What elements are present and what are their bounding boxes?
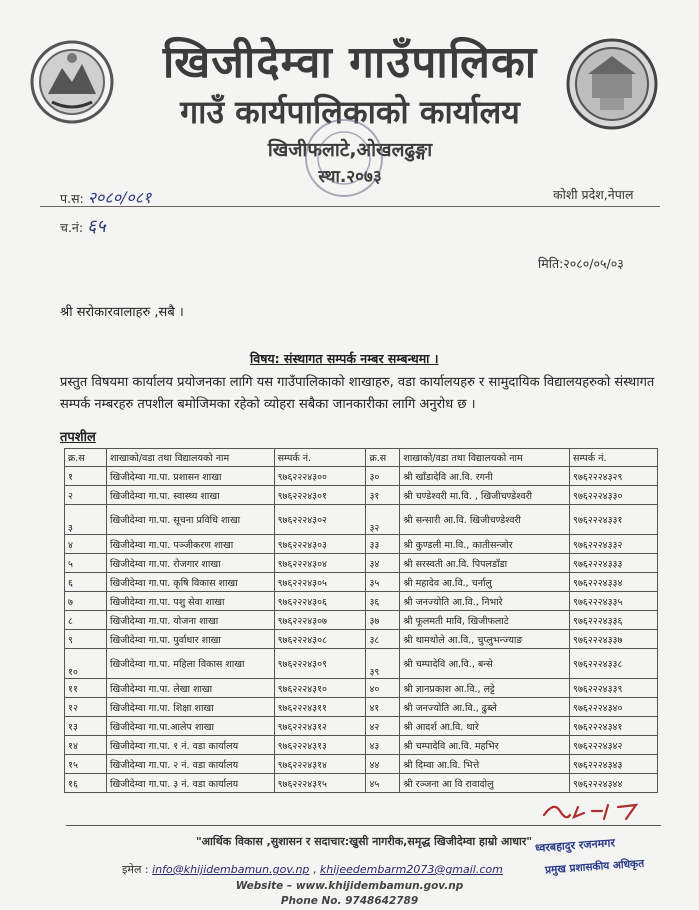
header-divider	[40, 206, 660, 207]
established-year: स्था.२०७३	[318, 167, 382, 187]
header-sn-left: क्र.स	[65, 449, 107, 467]
signatory-name-stamp: ध्वरबहादुर रजनमगर	[534, 836, 616, 855]
row-contact-left: ९७६२२२४३१५	[274, 774, 366, 793]
row-sn-right: ४५	[366, 774, 400, 793]
table-row	[65, 630, 658, 649]
row-sn-left: १४	[65, 736, 107, 755]
table-row	[65, 505, 658, 535]
office-location: खिजीफलाटे,ओखलढुङ्गा	[267, 139, 433, 161]
row-contact-right: ९७६२२२४३४१	[570, 717, 658, 736]
fiscal-year-line	[60, 186, 151, 208]
row-sn-left: २	[65, 486, 107, 505]
row-name-right: श्री कुण्डली मा.वि., कातीसन्जोर	[400, 535, 570, 554]
signatory-title-stamp: प्रमुख प्रशासकीय अधिकृत	[544, 857, 645, 877]
dispatch-number: ६५	[87, 216, 106, 237]
row-name-left: खिजीदेम्वा गा.पा. पुर्वाधार शाखा	[106, 630, 274, 649]
row-sn-left: १५	[65, 755, 107, 774]
row-name-left: खिजीदेम्वा गा.पा. योजना शाखा	[106, 611, 274, 630]
row-name-left: खिजीदेम्वा गा.पा. शिक्षा शाखा	[106, 698, 274, 717]
row-sn-right: ३८	[366, 630, 400, 649]
row-name-left: खिजीदेम्वा गा.पा.आलेप शाखा	[106, 717, 274, 736]
contact-table	[64, 448, 658, 793]
row-sn-left: १०	[65, 649, 107, 679]
row-name-left: खिजीदेम्वा गा.पा. प्रशासन शाखा	[106, 467, 274, 486]
row-sn-right: ३१	[366, 486, 400, 505]
row-name-right: श्री जनज्योति आ.वि., निभारे	[400, 592, 570, 611]
row-sn-right: ३४	[366, 554, 400, 573]
dispatch-label: च.नं:	[60, 220, 84, 235]
table-row	[65, 535, 658, 554]
row-contact-right: ९७६२२२४३३२	[570, 535, 658, 554]
footer-motto: "आर्थिक विकास ,सुशासन र सदाचार:खुसी नागरीक,समृद्ध खिजीदेम्वा हाम्रो आधार"	[195, 835, 533, 848]
email-label: इमेल :	[122, 863, 149, 876]
date-value: २०८०/०५/०३	[563, 256, 624, 271]
row-sn-right: ३०	[366, 467, 400, 486]
row-sn-right: ३२	[366, 505, 400, 535]
row-contact-right: ९७६२२२४३३१	[570, 505, 658, 535]
row-sn-right: ४३	[366, 736, 400, 755]
row-name-right: श्री महादेव आ.वि., चर्नालु	[400, 573, 570, 592]
row-name-right: श्री सरस्वती आ.वि. पिपलडाँडा	[400, 554, 570, 573]
row-name-right: श्री जनज्योति आ.वि., ढुब्ले	[400, 698, 570, 717]
row-name-right: श्री ज्ञानप्रकाश आ.वि., लट्टे	[400, 679, 570, 698]
row-sn-right: ३७	[366, 611, 400, 630]
row-name-left: खिजीदेम्वा गा.पा. पशु सेवा शाखा	[106, 592, 274, 611]
row-sn-right: ४४	[366, 755, 400, 774]
row-sn-right: ३५	[366, 573, 400, 592]
header-name-left: शाखाको/वडा तथा विद्यालयको नाम	[106, 449, 274, 467]
row-contact-left: ९७६२२२४३११	[274, 698, 366, 717]
row-contact-left: ९७६२२२४३०५	[274, 573, 366, 592]
table-row	[65, 736, 658, 755]
letter-date	[538, 255, 624, 272]
org-name: खिजीदेम्वा गाउँपालिका	[162, 37, 538, 88]
row-name-left: खिजीदेम्वा गा.पा. स्वास्थ्य शाखा	[106, 486, 274, 505]
header-contact-right: सम्पर्क नं.	[570, 449, 658, 467]
row-contact-left: ९७६२२२४३०८	[274, 630, 366, 649]
row-sn-left: ३	[65, 505, 107, 535]
row-name-right: श्री रञ्जना आ वि रावादोलु	[400, 774, 570, 793]
row-contact-right: ९७६२२२४३३४	[570, 573, 658, 592]
table-row	[65, 467, 658, 486]
row-sn-right: ४२	[366, 717, 400, 736]
row-sn-left: ७	[65, 592, 107, 611]
row-contact-left: ९७६२२२४३१०	[274, 679, 366, 698]
row-contact-left: ९७६२२२४३०६	[274, 592, 366, 611]
dispatch-line	[60, 214, 106, 238]
row-contact-left: ९७६२२२४३१३	[274, 736, 366, 755]
table-row	[65, 554, 658, 573]
row-name-right: श्री चण्डेश्वरी मा.वि. , खिजीचण्डेश्वरी	[400, 486, 570, 505]
row-sn-left: १३	[65, 717, 107, 736]
table-row	[65, 573, 658, 592]
header-sn-right: क्र.स	[366, 449, 400, 467]
row-contact-left: ९७६२२२४३१४	[274, 755, 366, 774]
email-link-1[interactable]: info@khijidembamun.gov.np	[152, 863, 310, 876]
table-row	[65, 592, 658, 611]
table-row	[65, 649, 658, 679]
row-name-right: श्री चम्पादेवि आ.वि. महभिर	[400, 736, 570, 755]
row-contact-right: ९७६२२२४३३५	[570, 592, 658, 611]
table-row	[65, 486, 658, 505]
row-contact-left: ९७६२२२४३१२	[274, 717, 366, 736]
row-sn-right: ४०	[366, 679, 400, 698]
row-name-left: खिजीदेम्वा गा.पा. कृषि विकास शाखा	[106, 573, 274, 592]
row-sn-left: १२	[65, 698, 107, 717]
details-heading: तपशील	[60, 430, 96, 445]
footer-email-line: इमेल : info@khijidembamun.gov.np , khijeedembarm2073@gmail.com	[122, 863, 503, 876]
office-stamp-icon	[302, 116, 386, 200]
table-row	[65, 717, 658, 736]
row-sn-left: ९	[65, 630, 107, 649]
table-header-row	[65, 449, 658, 467]
footer-website[interactable]: Website – www.khijidembamun.gov.np	[235, 880, 464, 892]
header-contact-left: सम्पर्क नं.	[274, 449, 366, 467]
table-row	[65, 755, 658, 774]
row-sn-left: ४	[65, 535, 107, 554]
row-name-left: खिजीदेम्वा गा.पा. महिला विकास शाखा	[106, 649, 274, 679]
header-name-right: शाखाको/वडा तथा विद्यालयको नाम	[400, 449, 570, 467]
letter-body: प्रस्तुत विषयमा कार्यालय प्रयोजनका लागि यस गाउँपालिकाको शाखाहरु, वडा कार्यालयहरु र सामुदायिक विद्यालयहरुको संस्थागत सम्पर्क नम्बरहरु तपशील बमोजिमका रहेको व्योहरा सबैका जानकारीका लागि अनुरोध छ ।	[60, 375, 655, 412]
row-name-right: श्री थामथोले आ.वि., चुप्लुभन्ज्याङ	[400, 630, 570, 649]
table-row	[65, 679, 658, 698]
row-sn-right: ४१	[366, 698, 400, 717]
subject-line: विषय: संस्थागत सम्पर्क नम्बर सम्बन्धमा ।	[250, 351, 439, 366]
row-contact-left: ९७६२२२४३०९	[274, 649, 366, 679]
fiscal-label: प.स:	[60, 191, 84, 206]
row-name-right: श्री सन्सारी आ.वि. खिजीचण्डेश्वरी	[400, 505, 570, 535]
recipient: श्री सरोकारवालाहरु ,सबै ।	[60, 305, 184, 320]
nepal-emblem-icon	[28, 38, 116, 126]
table-row	[65, 611, 658, 630]
row-name-right: श्री आदर्श आ.वि. थारे	[400, 717, 570, 736]
row-sn-left: १६	[65, 774, 107, 793]
row-name-left: खिजीदेम्वा गा.पा. ३ नं. वडा कार्यालय	[106, 774, 274, 793]
row-sn-left: १	[65, 467, 107, 486]
row-contact-left: ९७६२२२४३०१	[274, 486, 366, 505]
row-sn-left: ११	[65, 679, 107, 698]
row-contact-right: ९७६२२२४३३९	[570, 679, 658, 698]
row-sn-left: ६	[65, 573, 107, 592]
row-contact-right: ९७६२२२४३३६	[570, 611, 658, 630]
row-name-left: खिजीदेम्वा गा.पा. रोजगार शाखा	[106, 554, 274, 573]
row-contact-left: ९७६२२२४३०४	[274, 554, 366, 573]
row-name-left: खिजीदेम्वा गा.पा. लेखा शाखा	[106, 679, 274, 698]
table-row	[65, 774, 658, 793]
row-name-left: खिजीदेम्वा गा.पा. पञ्जीकरण शाखा	[106, 535, 274, 554]
email-link-2[interactable]: khijeedembarm2073@gmail.com	[319, 863, 503, 876]
footer-divider	[66, 825, 661, 826]
row-name-left: खिजीदेम्वा गा.पा. सूचना प्रविधि शाखा	[106, 505, 274, 535]
row-sn-left: ८	[65, 611, 107, 630]
row-contact-right: ९७६२२२४३३८	[570, 649, 658, 679]
row-contact-right: ९७६२२२४३३०	[570, 486, 658, 505]
row-contact-right: ९७६२२२४३३३	[570, 554, 658, 573]
row-contact-left: ९७६२२२४३०३	[274, 535, 366, 554]
row-name-left: खिजीदेम्वा गा.पा. २ नं. वडा कार्यालय	[106, 755, 274, 774]
footer-phone: Phone No. 9748642789	[280, 895, 419, 907]
row-contact-left: ९७६२२२४३०७	[274, 611, 366, 630]
table-row	[65, 698, 658, 717]
row-contact-right: ९७६२२२४३४४	[570, 774, 658, 793]
row-contact-right: ९७६२२२४३४०	[570, 698, 658, 717]
row-contact-right: ९७६२२२४३४२	[570, 736, 658, 755]
province-label: कोशी प्रदेश,नेपाल	[553, 187, 634, 202]
row-contact-left: ९७६२२२४३००	[274, 467, 366, 486]
row-contact-right: ९७६२२२४३४३	[570, 755, 658, 774]
row-name-right: श्री खाँडादेवि आ.वि. रगनी	[400, 467, 570, 486]
row-name-right: श्री चम्पादेवि आ.वि., बन्से	[400, 649, 570, 679]
row-sn-right: ३६	[366, 592, 400, 611]
row-sn-left: ५	[65, 554, 107, 573]
row-sn-right: ३३	[366, 535, 400, 554]
row-contact-right: ९७६२२२४३२९	[570, 467, 658, 486]
fiscal-value: २०८०/०८१	[87, 188, 152, 207]
row-name-right: श्री फूलमती मावि, खिजीफलाटे	[400, 611, 570, 630]
office-name: गाउँ कार्यपालिकाको कार्यालय	[180, 93, 520, 131]
row-name-left: खिजीदेम्वा गा.पा. १ नं. वडा कार्यालय	[106, 736, 274, 755]
row-name-right: श्री दिम्वा आ.वि. भित्ते	[400, 755, 570, 774]
row-contact-right: ९७६२२२४३३७	[570, 630, 658, 649]
date-label: मिति:	[538, 256, 564, 271]
row-contact-left: ९७६२२२४३०२	[274, 505, 366, 535]
row-sn-right: ३९	[366, 649, 400, 679]
